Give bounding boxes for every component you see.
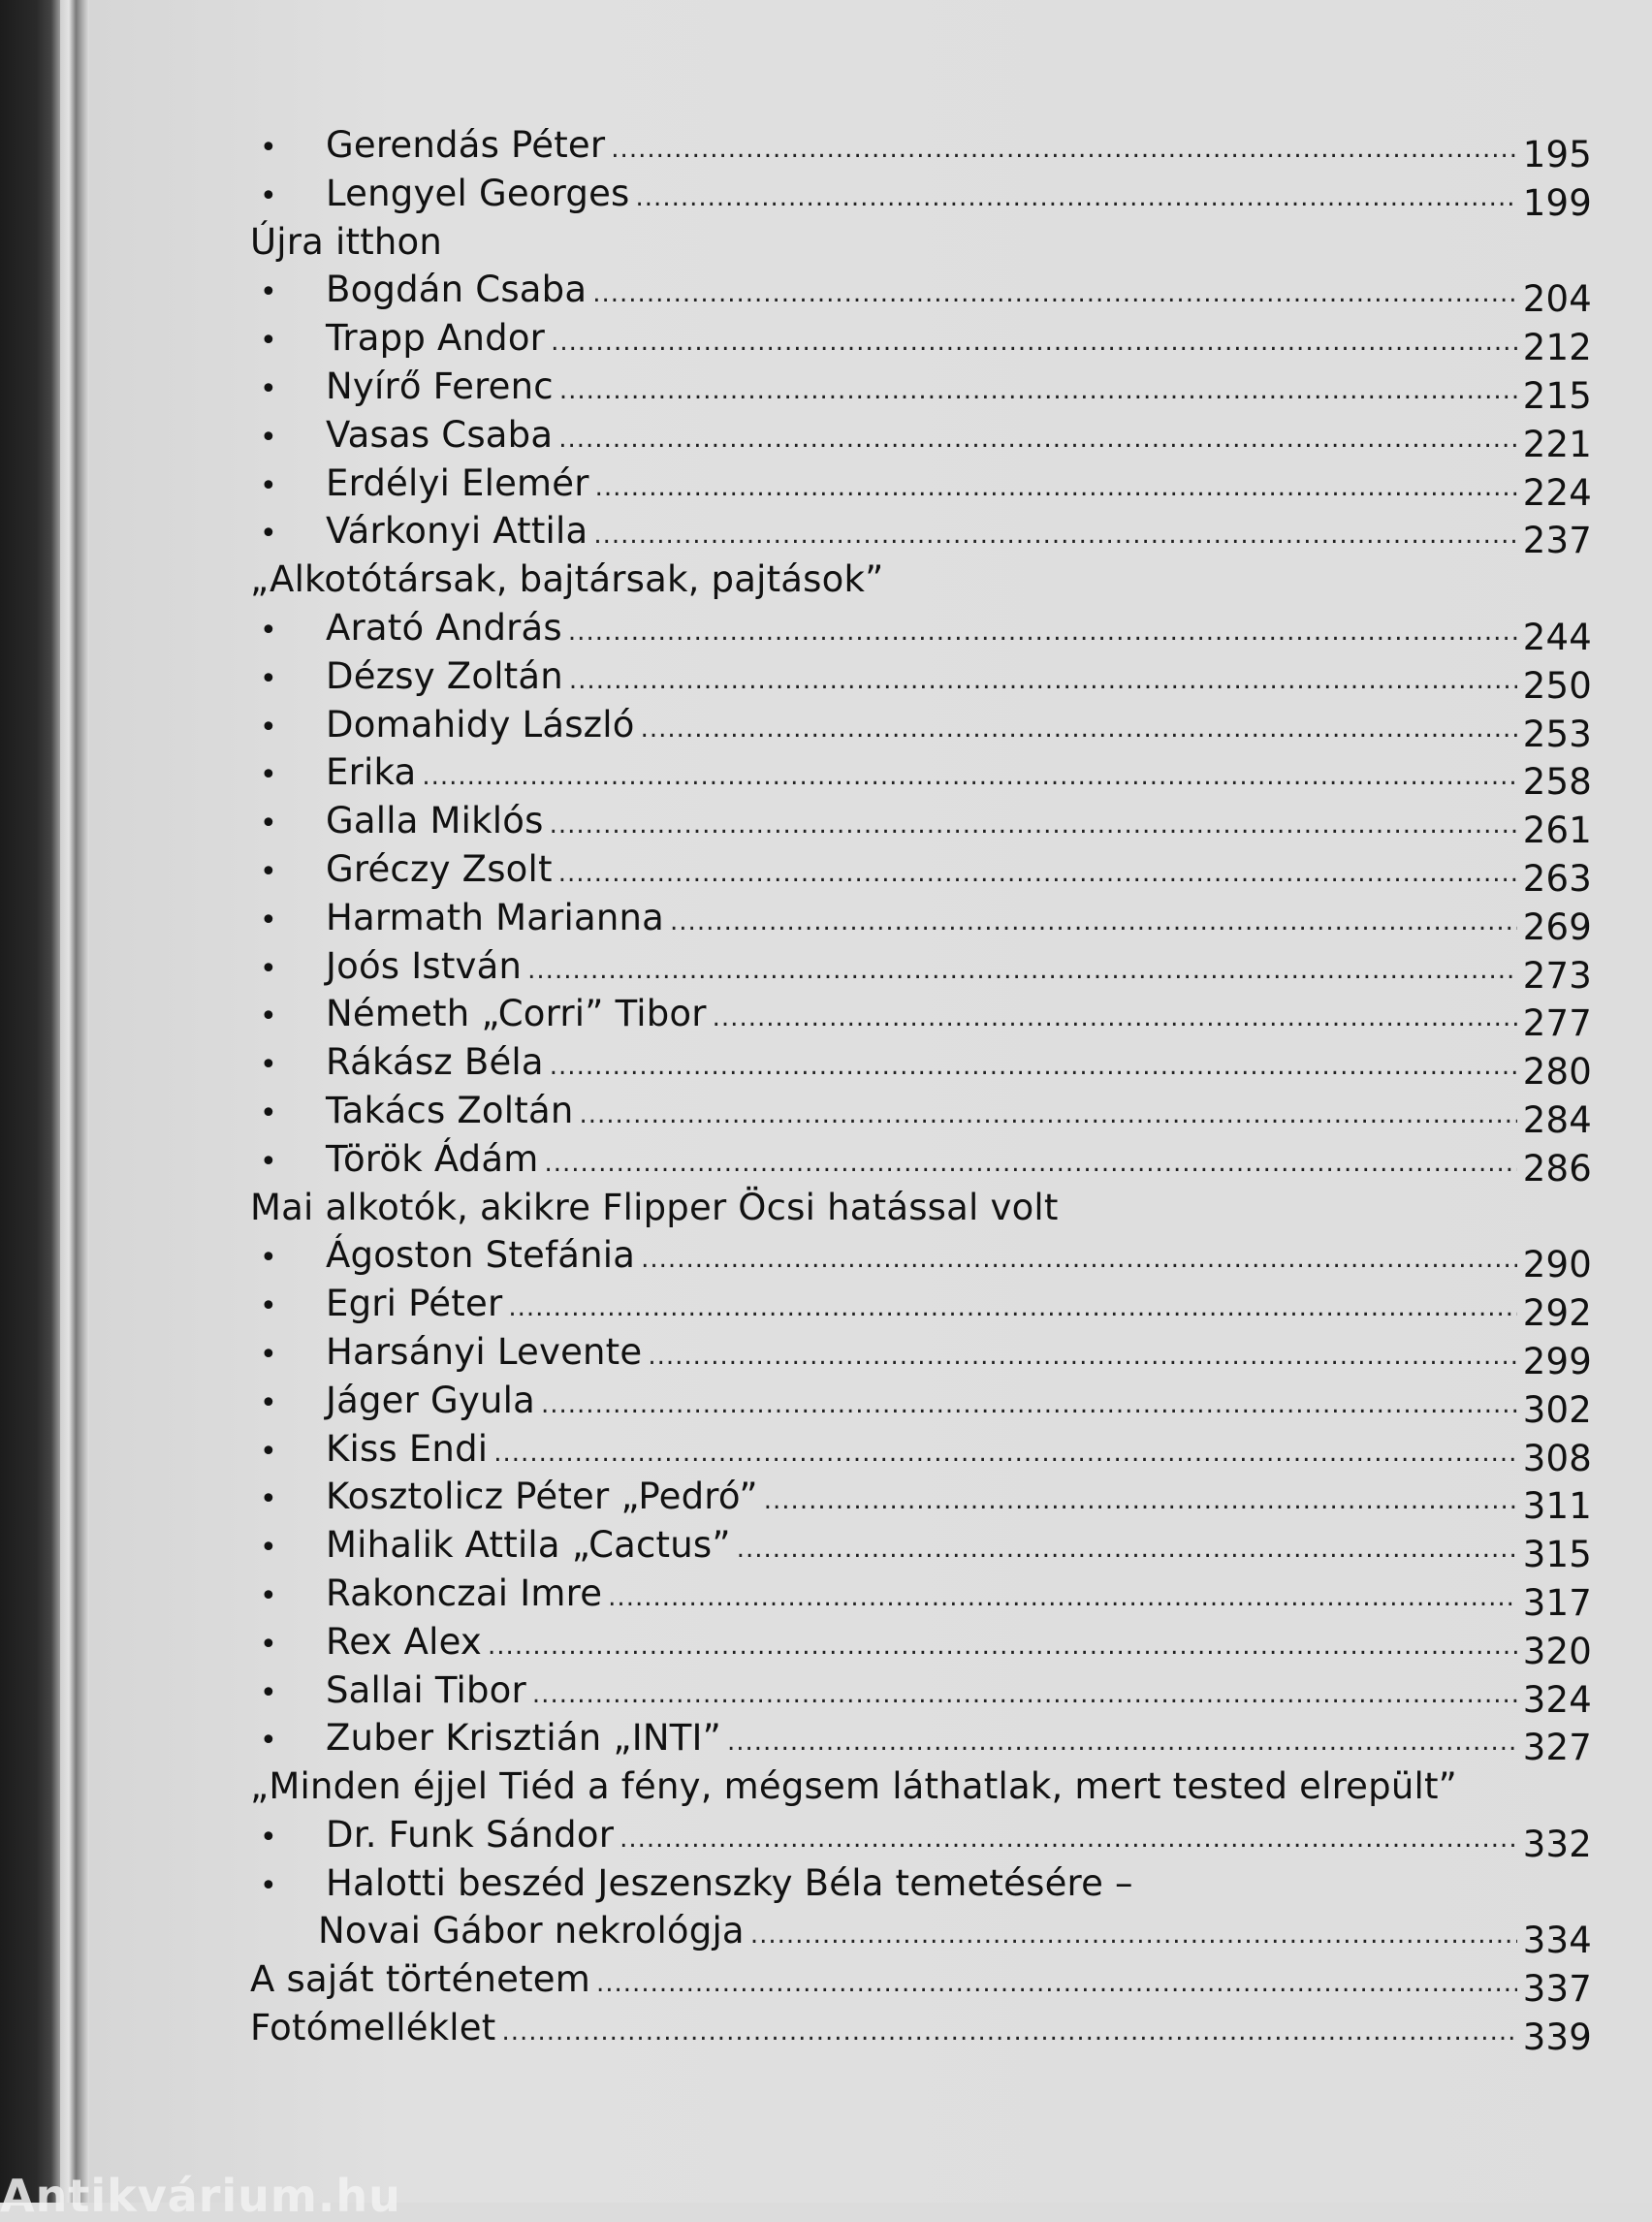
toc-entry [250,124,1592,173]
book-binding-shadow [0,0,60,2203]
toc-page-number: 263 [1522,857,1592,900]
toc-page-number: 280 [1522,1051,1592,1094]
bullet-icon: • [260,1337,277,1372]
toc-entry-title: Bogdán Csaba [326,269,588,311]
toc-entry-title: Németh „Corri” Tibor [326,993,707,1035]
toc-entry [250,365,1592,417]
toc-page-number: 339 [1522,2016,1592,2059]
toc-page-number: 277 [1522,1002,1592,1045]
toc-page-number: 199 [1522,181,1592,224]
toc-page-number: 320 [1522,1630,1592,1672]
toc-entry-title: Lengyel Georges [326,172,630,214]
dot-leader [620,1825,1517,1854]
bullet-icon: • [260,420,277,455]
watermark: Antikvárium.hu [0,2170,401,2222]
toc-page-number: 317 [1522,1581,1592,1624]
toc-entry-title: A saját történetem [250,1958,590,2001]
toc-entry [250,944,1592,997]
toc-entry-title: Dézsy Zoltán [326,654,563,697]
toc-page-number: 250 [1522,664,1592,707]
toc-section-heading [250,1765,1592,1814]
toc-entry-title: Nyírő Ferenc [326,365,554,407]
toc-entry-title: Újra itthon [250,220,443,263]
bullet-icon: • [260,371,277,406]
dot-leader [558,425,1517,454]
toc-entry [250,703,1592,755]
bullet-icon: • [260,710,277,745]
dot-leader [527,956,1517,985]
bullet-icon: • [260,131,277,165]
toc-entry [250,1476,1592,1528]
dot-leader [488,1632,1517,1661]
toc-entry-title: Harmath Marianna [326,896,665,938]
toc-entry [250,1041,1592,1094]
dot-leader [558,859,1517,888]
toc-entry-title: Joós István [326,944,523,987]
dot-leader [593,521,1516,550]
toc-page-number: 261 [1522,809,1592,852]
toc-page-number: 204 [1522,278,1592,321]
toc-entry-title: Halotti beszéd Jeszenszky Béla temetésére – [326,1861,1133,1904]
toc-page-number: 221 [1522,423,1592,465]
dot-leader [544,1149,1516,1178]
dot-leader [595,473,1517,502]
toc-entry [250,1283,1592,1335]
toc-page-number: 337 [1522,1968,1592,2011]
toc-entry-title: Mihalik Attila „Cactus” [326,1524,731,1567]
toc-entry-title: Várkonyi Attila [326,510,588,553]
toc-entry [250,1571,1592,1624]
toc-page-number: 237 [1522,520,1592,562]
toc-entry [250,993,1592,1045]
toc-entry-title: Rákász Béla [326,1041,544,1084]
bullet-icon: • [260,517,277,552]
bullet-icon: • [260,468,277,503]
toc-entry-title: Erika [326,751,417,794]
dot-leader [641,714,1517,744]
toc-page-number: 302 [1522,1388,1592,1431]
toc-entry-title: Mai alkotók, akikre Flipper Öcsi hatással volt [250,1186,1059,1228]
toc-entry [250,1234,1592,1286]
toc-page-number: 215 [1522,374,1592,417]
toc-entry-title: Kiss Endi [326,1427,489,1470]
toc-section-heading [250,1187,1592,1235]
toc-entry [250,2007,1592,2059]
toc-entry-title: „Minden éjjel Tiéd a fény, mégsem láthatlak, mert tested elrepült” [250,1765,1458,1808]
toc-entry [250,1137,1592,1190]
toc-entry [250,461,1592,514]
dot-leader [608,1583,1517,1612]
toc-entry-title: Ágoston Stefánia [326,1234,636,1277]
bullet-icon: • [260,324,277,359]
toc-page-number: 290 [1522,1244,1592,1286]
toc-page-number: 292 [1522,1292,1592,1335]
dot-leader [422,762,1516,791]
dot-leader [636,183,1517,212]
toc-entry-title: Arató András [326,606,562,649]
toc-entry [250,1089,1592,1141]
toc-page-number: 284 [1522,1098,1592,1141]
bullet-icon: • [260,1048,277,1083]
toc-entry [250,1813,1592,1865]
bullet-icon: • [260,1289,277,1324]
toc-entry [250,1717,1592,1769]
toc-entry [250,847,1592,900]
dot-leader [641,1245,1517,1274]
dot-leader [550,1052,1517,1081]
toc-entry [250,896,1592,948]
toc-entry [250,510,1592,562]
toc-entry [250,317,1592,369]
toc-entry [250,413,1592,465]
toc-page-number: 212 [1522,327,1592,369]
toc-entry-title: Dr. Funk Sándor [326,1813,615,1856]
toc-page-number: 311 [1522,1485,1592,1528]
toc-entry [250,751,1592,804]
dot-leader [559,376,1517,405]
dot-leader [493,1439,1517,1468]
toc-entry [250,1958,1592,2011]
bullet-icon: • [260,1868,277,1903]
toc-entry-title: Fotómelléklet [250,2007,496,2049]
toc-entry-title: Vasas Csaba [326,413,554,456]
bullet-icon: • [260,951,277,986]
toc-entry-title: Zuber Krisztián „INTI” [326,1717,721,1760]
page-edge [60,0,89,2203]
toc-entry [250,1862,1592,1911]
bullet-icon: • [260,1482,277,1517]
bullet-icon: • [260,1241,277,1276]
toc-page-number: 334 [1522,1920,1592,1962]
toc-entry-title: Rakonczai Imre [326,1571,603,1614]
dot-leader [550,810,1517,840]
dot-leader [541,1390,1517,1419]
toc-entry-title: Jáger Gyula [326,1379,535,1421]
bullet-icon: • [260,1095,277,1130]
toc-entry-title: Takács Zoltán [326,1089,574,1131]
bullet-icon: • [260,1675,277,1710]
toc-entry [250,1379,1592,1431]
dot-leader [727,1728,1517,1757]
bullet-icon: • [260,1578,277,1613]
toc-page-number: 299 [1522,1340,1592,1382]
dot-leader [508,1293,1516,1322]
dot-leader [750,1920,1517,1950]
bullet-icon: • [260,807,277,841]
dot-leader [596,1969,1517,1998]
toc-page-number: 195 [1522,134,1592,175]
toc-page-number: 269 [1522,905,1592,948]
toc-section-heading [250,221,1592,270]
toc-entry [250,269,1592,321]
bullet-icon: • [260,1724,277,1759]
toc-page-number: 253 [1522,713,1592,755]
bullet-icon: • [260,613,277,648]
toc-entry [250,172,1592,224]
bullet-icon: • [260,1000,277,1034]
toc-entry-title: Gréczy Zsolt [326,847,553,890]
toc-entry [250,1910,1592,1962]
toc-entry [250,1668,1592,1721]
toc-entry [250,654,1592,707]
toc-entry-title: Sallai Tibor [326,1668,526,1711]
dot-leader [579,1100,1516,1129]
toc-entry [250,606,1592,658]
dot-leader [551,328,1517,357]
bullet-icon: • [260,1531,277,1566]
dot-leader [670,907,1517,936]
bullet-icon: • [260,1627,277,1662]
dot-leader [532,1680,1517,1709]
dot-leader [592,279,1517,308]
dot-leader [568,618,1517,647]
dot-leader [569,666,1517,695]
toc-entry [250,1524,1592,1576]
bullet-icon: • [260,275,277,310]
toc-page-number: 286 [1522,1147,1592,1190]
toc-entry-title: Harsányi Levente [326,1330,643,1373]
toc-entry-title: Török Ádám [326,1137,539,1180]
dot-leader [737,1535,1517,1564]
toc-page-number: 315 [1522,1534,1592,1576]
bullet-icon: • [260,854,277,889]
toc-entry [250,1331,1592,1380]
bullet-icon: • [260,1434,277,1469]
toc-entry-title: Trapp Andor [326,317,546,360]
bullet-icon: • [260,178,277,213]
bullet-icon: • [260,758,277,793]
table-of-contents [250,124,1592,2059]
toc-page-number: 332 [1522,1823,1592,1865]
toc-entry-title: Kosztolicz Péter „Pedró” [326,1476,758,1518]
toc-page-number: 258 [1522,761,1592,804]
dot-leader [764,1486,1517,1515]
toc-page-number: 327 [1522,1727,1592,1769]
toc-page-number: 273 [1522,954,1592,997]
toc-entry-title: Erdélyi Elemér [326,461,589,504]
toc-page-number: 224 [1522,471,1592,514]
bullet-icon: • [260,661,277,696]
bullet-icon: • [260,1385,277,1420]
toc-entry-title: Galla Miklós [326,800,544,842]
toc-section-heading [250,558,1592,607]
bullet-icon: • [260,1820,277,1855]
toc-page-number: 244 [1522,616,1592,658]
dot-leader [611,135,1516,164]
dot-leader [713,1003,1517,1032]
toc-entry [250,800,1592,852]
dot-leader [648,1342,1516,1371]
toc-entry-title: Gerendás Péter [326,124,606,166]
bullet-icon: • [260,1144,277,1179]
toc-page-number: 324 [1522,1678,1592,1721]
toc-page-number: 308 [1522,1437,1592,1479]
toc-entry-title: Egri Péter [326,1283,503,1325]
toc-entry-title: Novai Gábor nekrológja [318,1910,745,1952]
toc-entry-title: Domahidy László [326,703,635,746]
toc-entry-title: Rex Alex [326,1620,483,1663]
dot-leader [501,2017,1516,2047]
toc-entry [250,1427,1592,1479]
toc-entry-title: „Alkotótársak, bajtársak, pajtások” [250,558,884,601]
bullet-icon: • [260,903,277,937]
toc-entry [250,1620,1592,1672]
